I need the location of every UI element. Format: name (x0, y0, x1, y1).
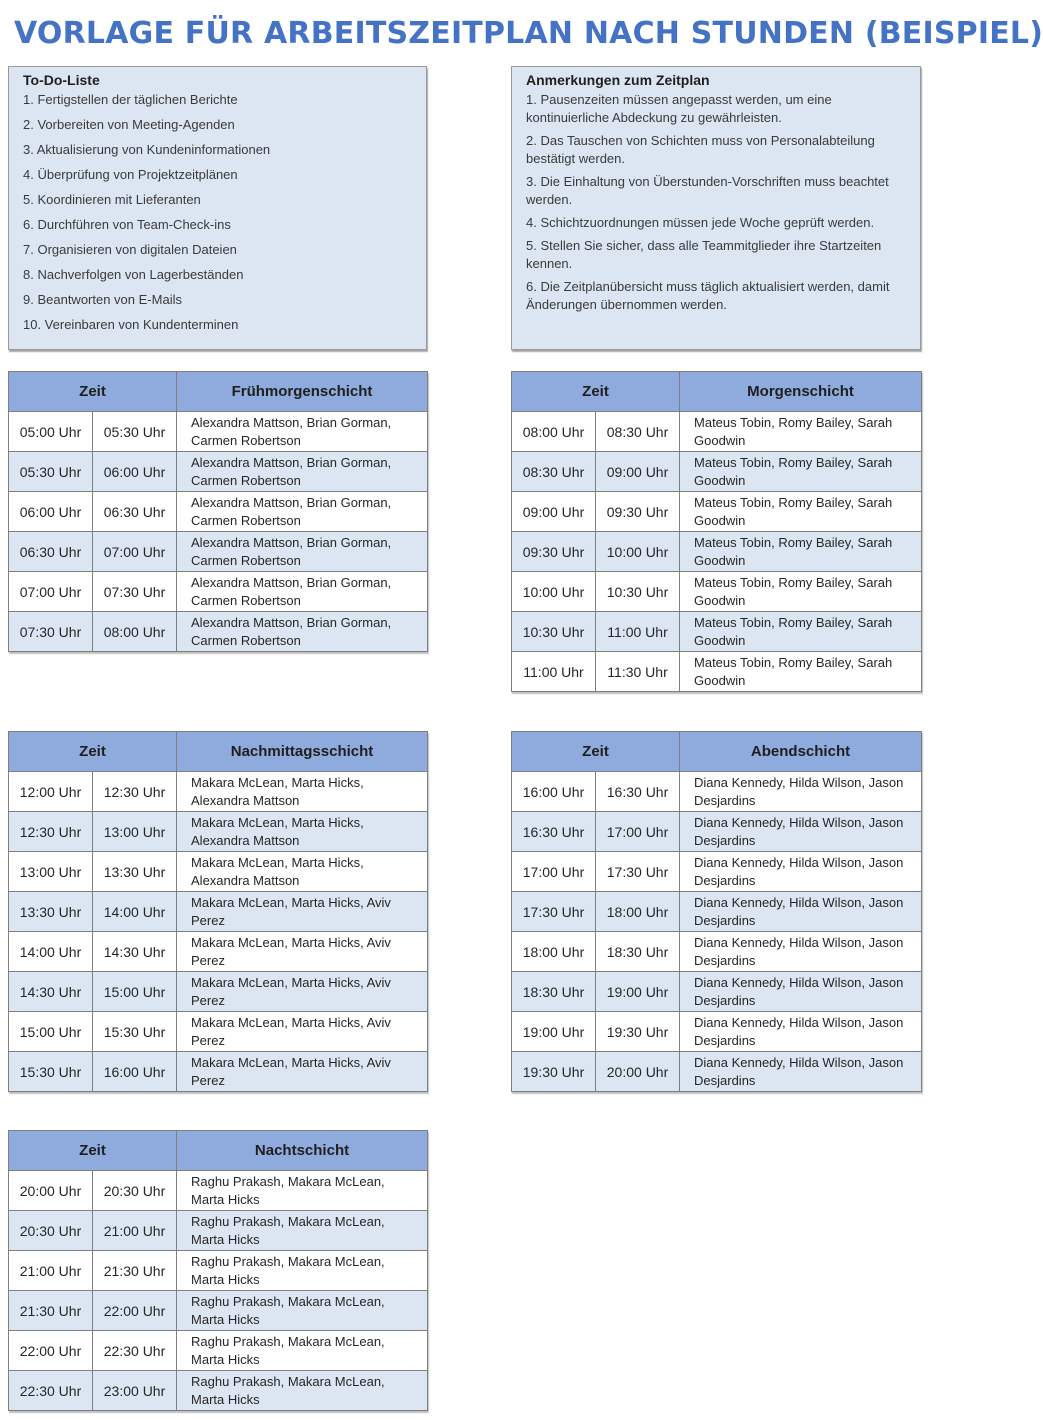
time-column-header: Zeit (9, 732, 177, 772)
end-time-cell: 11:00 Uhr (596, 612, 680, 652)
end-time-cell: 16:30 Uhr (596, 772, 680, 812)
staff-cell: Raghu Prakash, Makara McLean, Marta Hicks (177, 1331, 428, 1371)
end-time-cell: 10:00 Uhr (596, 532, 680, 572)
staff-cell: Makara McLean, Marta Hicks, Aviv Perez (177, 1012, 428, 1052)
staff-cell: Makara McLean, Marta Hicks, Alexandra Mattson (177, 772, 428, 812)
schedule-row (512, 412, 922, 452)
shift-table-nachmittag (8, 731, 428, 1092)
time-column-header: Zeit (9, 372, 177, 412)
start-time-cell: 19:00 Uhr (512, 1012, 596, 1052)
end-time-cell: 13:30 Uhr (93, 852, 177, 892)
schedule-row (9, 492, 428, 532)
end-time-cell: 18:30 Uhr (596, 932, 680, 972)
start-time-cell: 10:00 Uhr (512, 572, 596, 612)
staff-cell: Mateus Tobin, Romy Bailey, Sarah Goodwin (680, 412, 922, 452)
todo-item: 8. Nachverfolgen von Lagerbeständen (23, 267, 244, 282)
start-time-cell: 08:00 Uhr (512, 412, 596, 452)
schedule-row (9, 932, 428, 972)
todo-item: 2. Vorbereiten von Meeting-Agenden (23, 117, 235, 132)
staff-cell: Diana Kennedy, Hilda Wilson, Jason Desjardins (680, 852, 922, 892)
start-time-cell: 21:30 Uhr (9, 1291, 93, 1331)
todo-item: 3. Aktualisierung von Kundeninformationen (23, 142, 271, 157)
end-time-cell: 13:00 Uhr (93, 812, 177, 852)
end-time-cell: 06:00 Uhr (93, 452, 177, 492)
start-time-cell: 05:30 Uhr (9, 452, 93, 492)
end-time-cell: 22:30 Uhr (93, 1331, 177, 1371)
time-column-header: Zeit (512, 732, 680, 772)
staff-cell: Diana Kennedy, Hilda Wilson, Jason Desjardins (680, 892, 922, 932)
schedule-row (512, 1052, 922, 1092)
end-time-cell: 11:30 Uhr (596, 652, 680, 692)
start-time-cell: 13:30 Uhr (9, 892, 93, 932)
schedule-row (512, 892, 922, 932)
end-time-cell: 21:00 Uhr (93, 1211, 177, 1251)
start-time-cell: 07:00 Uhr (9, 572, 93, 612)
end-time-cell: 16:00 Uhr (93, 1052, 177, 1092)
schedule-notes-title: Anmerkungen zum Zeitplan (526, 72, 710, 88)
schedule-row (9, 812, 428, 852)
schedule-row (512, 532, 922, 572)
staff-cell: Diana Kennedy, Hilda Wilson, Jason Desjardins (680, 772, 922, 812)
end-time-cell: 14:00 Uhr (93, 892, 177, 932)
staff-cell: Raghu Prakash, Makara McLean, Marta Hicks (177, 1251, 428, 1291)
end-time-cell: 19:30 Uhr (596, 1012, 680, 1052)
start-time-cell: 14:30 Uhr (9, 972, 93, 1012)
start-time-cell: 20:30 Uhr (9, 1211, 93, 1251)
staff-cell: Diana Kennedy, Hilda Wilson, Jason Desjardins (680, 1052, 922, 1092)
schedule-note: 4. Schichtzuordnungen müssen jede Woche geprüft werden. (526, 215, 875, 230)
schedule-row (512, 572, 922, 612)
schedule-row (512, 852, 922, 892)
todo-item: 10. Vereinbaren von Kundenterminen (23, 317, 239, 332)
start-time-cell: 14:00 Uhr (9, 932, 93, 972)
end-time-cell: 08:30 Uhr (596, 412, 680, 452)
staff-cell: Raghu Prakash, Makara McLean, Marta Hicks (177, 1211, 428, 1251)
todo-item: 9. Beantworten von E-Mails (23, 292, 182, 307)
schedule-row (9, 612, 428, 652)
start-time-cell: 06:30 Uhr (9, 532, 93, 572)
staff-cell: Raghu Prakash, Makara McLean, Marta Hicks (177, 1171, 428, 1211)
end-time-cell: 22:00 Uhr (93, 1291, 177, 1331)
start-time-cell: 12:00 Uhr (9, 772, 93, 812)
schedule-row (9, 1291, 428, 1331)
end-time-cell: 20:00 Uhr (596, 1052, 680, 1092)
staff-cell: Alexandra Mattson, Brian Gorman, Carmen Robertson (177, 452, 428, 492)
schedule-row (9, 572, 428, 612)
start-time-cell: 06:00 Uhr (9, 492, 93, 532)
start-time-cell: 15:00 Uhr (9, 1012, 93, 1052)
end-time-cell: 05:30 Uhr (93, 412, 177, 452)
schedule-row (512, 932, 922, 972)
end-time-cell: 07:30 Uhr (93, 572, 177, 612)
staff-cell: Alexandra Mattson, Brian Gorman, Carmen Robertson (177, 412, 428, 452)
end-time-cell: 09:30 Uhr (596, 492, 680, 532)
schedule-row (9, 892, 428, 932)
schedule-row (9, 972, 428, 1012)
schedule-row (512, 1012, 922, 1052)
start-time-cell: 07:30 Uhr (9, 612, 93, 652)
time-column-header: Zeit (512, 372, 680, 412)
staff-cell: Makara McLean, Marta Hicks, Alexandra Mattson (177, 852, 428, 892)
staff-cell: Mateus Tobin, Romy Bailey, Sarah Goodwin (680, 572, 922, 612)
start-time-cell: 11:00 Uhr (512, 652, 596, 692)
end-time-cell: 12:30 Uhr (93, 772, 177, 812)
end-time-cell: 15:00 Uhr (93, 972, 177, 1012)
schedule-row (9, 412, 428, 452)
shift-table-nacht (8, 1130, 428, 1411)
schedule-row (9, 852, 428, 892)
schedule-row (9, 1012, 428, 1052)
staff-cell: Alexandra Mattson, Brian Gorman, Carmen Robertson (177, 572, 428, 612)
start-time-cell: 20:00 Uhr (9, 1171, 93, 1211)
shift-name-header: Nachmittagsschicht (177, 732, 428, 772)
schedule-notes-box (511, 66, 921, 350)
staff-cell: Alexandra Mattson, Brian Gorman, Carmen Robertson (177, 532, 428, 572)
todo-item: 7. Organisieren von digitalen Dateien (23, 242, 237, 257)
start-time-cell: 18:30 Uhr (512, 972, 596, 1012)
start-time-cell: 05:00 Uhr (9, 412, 93, 452)
staff-cell: Mateus Tobin, Romy Bailey, Sarah Goodwin (680, 612, 922, 652)
todo-item: 4. Überprüfung von Projektzeitplänen (23, 167, 238, 182)
start-time-cell: 21:00 Uhr (9, 1251, 93, 1291)
end-time-cell: 17:30 Uhr (596, 852, 680, 892)
schedule-note: 5. Stellen Sie sicher, dass alle Teammitglieder ihre Startzeiten kennen. (526, 238, 882, 271)
start-time-cell: 18:00 Uhr (512, 932, 596, 972)
staff-cell: Makara McLean, Marta Hicks, Aviv Perez (177, 1052, 428, 1092)
shift-name-header: Nachtschicht (177, 1131, 428, 1171)
start-time-cell: 17:00 Uhr (512, 852, 596, 892)
schedule-note: 1. Pausenzeiten müssen angepasst werden, um eine kontinuierliche Abdeckung zu gewährleisten. (526, 92, 832, 125)
todo-list-title: To-Do-Liste (23, 72, 100, 88)
schedule-note: 6. Die Zeitplanübersicht muss täglich aktualisiert werden, damit Änderungen übernommen werden. (526, 279, 890, 312)
staff-cell: Diana Kennedy, Hilda Wilson, Jason Desjardins (680, 1012, 922, 1052)
staff-cell: Diana Kennedy, Hilda Wilson, Jason Desjardins (680, 972, 922, 1012)
schedule-row (512, 972, 922, 1012)
start-time-cell: 19:30 Uhr (512, 1052, 596, 1092)
staff-cell: Makara McLean, Marta Hicks, Aviv Perez (177, 892, 428, 932)
todo-list-box (8, 66, 427, 350)
start-time-cell: 15:30 Uhr (9, 1052, 93, 1092)
todo-item: 5. Koordinieren mit Lieferanten (23, 192, 201, 207)
schedule-row (9, 772, 428, 812)
schedule-row (9, 1171, 428, 1211)
shift-name-header: Morgenschicht (680, 372, 922, 412)
end-time-cell: 06:30 Uhr (93, 492, 177, 532)
todo-item: 1. Fertigstellen der täglichen Berichte (23, 92, 238, 107)
end-time-cell: 07:00 Uhr (93, 532, 177, 572)
start-time-cell: 09:30 Uhr (512, 532, 596, 572)
shift-table-abend (511, 731, 922, 1092)
time-column-header: Zeit (9, 1131, 177, 1171)
staff-cell: Makara McLean, Marta Hicks, Aviv Perez (177, 932, 428, 972)
start-time-cell: 16:00 Uhr (512, 772, 596, 812)
start-time-cell: 10:30 Uhr (512, 612, 596, 652)
staff-cell: Diana Kennedy, Hilda Wilson, Jason Desjardins (680, 932, 922, 972)
end-time-cell: 10:30 Uhr (596, 572, 680, 612)
schedule-row (512, 772, 922, 812)
shift-table-morgen (511, 371, 922, 692)
end-time-cell: 08:00 Uhr (93, 612, 177, 652)
staff-cell: Diana Kennedy, Hilda Wilson, Jason Desjardins (680, 812, 922, 852)
shift-table-fruehmorgen (8, 371, 428, 652)
staff-cell: Mateus Tobin, Romy Bailey, Sarah Goodwin (680, 492, 922, 532)
start-time-cell: 09:00 Uhr (512, 492, 596, 532)
schedule-note: 3. Die Einhaltung von Überstunden-Vorschriften muss beachtet werden. (526, 174, 889, 207)
schedule-row (512, 452, 922, 492)
start-time-cell: 16:30 Uhr (512, 812, 596, 852)
schedule-row (512, 812, 922, 852)
schedule-row (9, 1211, 428, 1251)
schedule-row (512, 492, 922, 532)
end-time-cell: 23:00 Uhr (93, 1371, 177, 1411)
end-time-cell: 09:00 Uhr (596, 452, 680, 492)
staff-cell: Raghu Prakash, Makara McLean, Marta Hicks (177, 1291, 428, 1331)
schedule-row (9, 1371, 428, 1411)
staff-cell: Alexandra Mattson, Brian Gorman, Carmen Robertson (177, 492, 428, 532)
staff-cell: Raghu Prakash, Makara McLean, Marta Hicks (177, 1371, 428, 1411)
end-time-cell: 15:30 Uhr (93, 1012, 177, 1052)
schedule-row (512, 652, 922, 692)
end-time-cell: 17:00 Uhr (596, 812, 680, 852)
staff-cell: Mateus Tobin, Romy Bailey, Sarah Goodwin (680, 532, 922, 572)
todo-item: 6. Durchführen von Team-Check-ins (23, 217, 231, 232)
schedule-row (9, 1251, 428, 1291)
page-title: VORLAGE FÜR ARBEITSZEITPLAN NACH STUNDEN (BEISPIEL) (14, 16, 1043, 51)
staff-cell: Mateus Tobin, Romy Bailey, Sarah Goodwin (680, 652, 922, 692)
staff-cell: Makara McLean, Marta Hicks, Alexandra Mattson (177, 812, 428, 852)
schedule-note: 2. Das Tauschen von Schichten muss von Personalabteilung bestätigt werden. (526, 133, 875, 166)
start-time-cell: 22:30 Uhr (9, 1371, 93, 1411)
end-time-cell: 19:00 Uhr (596, 972, 680, 1012)
schedule-row (512, 612, 922, 652)
staff-cell: Mateus Tobin, Romy Bailey, Sarah Goodwin (680, 452, 922, 492)
start-time-cell: 08:30 Uhr (512, 452, 596, 492)
end-time-cell: 20:30 Uhr (93, 1171, 177, 1211)
staff-cell: Alexandra Mattson, Brian Gorman, Carmen Robertson (177, 612, 428, 652)
schedule-row (9, 452, 428, 492)
shift-name-header: Frühmorgenschicht (177, 372, 428, 412)
schedule-row (9, 532, 428, 572)
end-time-cell: 14:30 Uhr (93, 932, 177, 972)
schedule-row (9, 1052, 428, 1092)
staff-cell: Makara McLean, Marta Hicks, Aviv Perez (177, 972, 428, 1012)
start-time-cell: 22:00 Uhr (9, 1331, 93, 1371)
start-time-cell: 12:30 Uhr (9, 812, 93, 852)
schedule-row (9, 1331, 428, 1371)
shift-name-header: Abendschicht (680, 732, 922, 772)
end-time-cell: 18:00 Uhr (596, 892, 680, 932)
start-time-cell: 13:00 Uhr (9, 852, 93, 892)
start-time-cell: 17:30 Uhr (512, 892, 596, 932)
end-time-cell: 21:30 Uhr (93, 1251, 177, 1291)
